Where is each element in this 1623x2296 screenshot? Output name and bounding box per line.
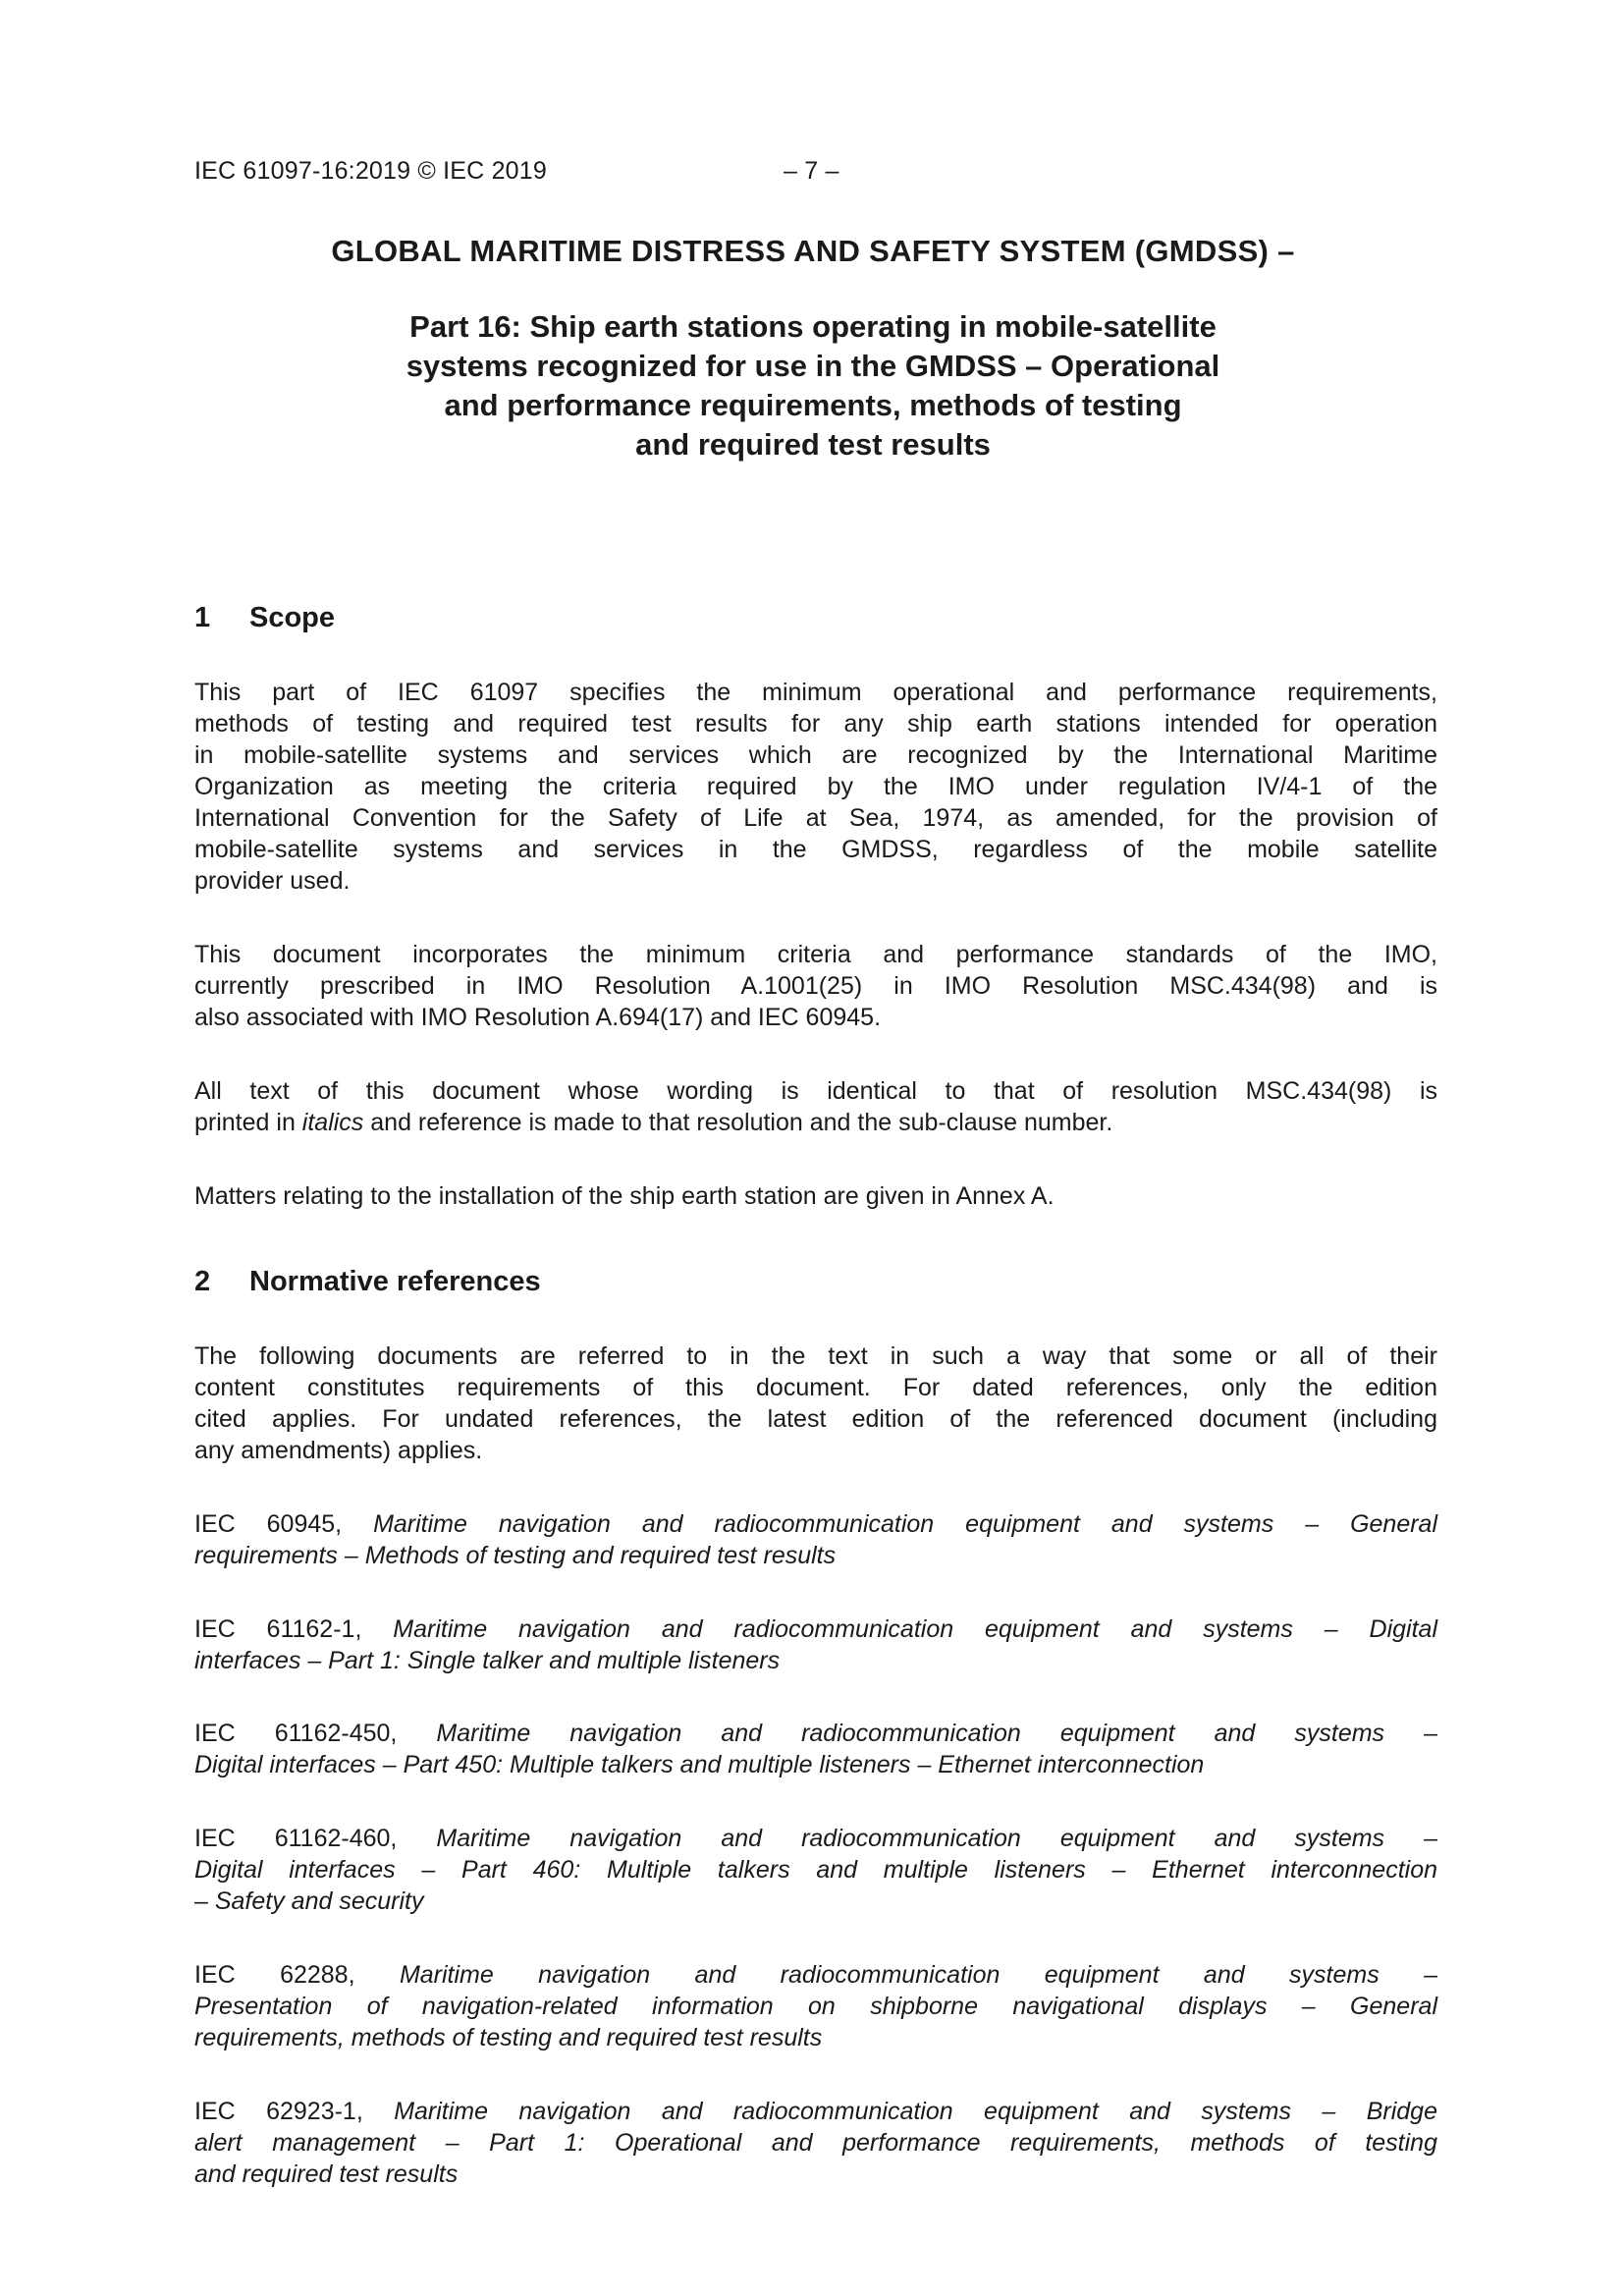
reference-id: IEC 62923-1, bbox=[194, 2098, 395, 2125]
text-line: methods of testing and required test results for any ship earth stations intended for operation bbox=[194, 710, 1437, 738]
text-line: Organization as meeting the criteria required by the IMO under regulation IV/4-1 of the bbox=[194, 773, 1437, 800]
reference-id: IEC 62288, bbox=[194, 1961, 400, 1989]
reference-title: Maritime navigation and radiocommunication equipment and systems – bbox=[436, 1720, 1438, 1747]
section-number: 2 bbox=[194, 1266, 211, 1297]
text-line: currently prescribed in IMO Resolution A.1001(25) in IMO Resolution MSC.434(98) and is bbox=[194, 972, 1437, 1000]
reference-title: Maritime navigation and radiocommunication equipment and systems – General bbox=[373, 1510, 1438, 1538]
text-line bbox=[194, 1959, 1437, 1991]
text-line: International Convention for the Safety of Life at Sea, 1974, as amended, for the provision of bbox=[194, 804, 1437, 832]
text-segment: and reference is made to that resolution and the sub-clause number. bbox=[363, 1109, 1113, 1136]
reference-title: and required test results bbox=[194, 2160, 459, 2188]
reference-title: Maritime navigation and radiocommunication equipment and systems – Bridge bbox=[394, 2098, 1437, 2125]
page-number: – 7 – bbox=[784, 157, 839, 185]
reference-entry bbox=[194, 2096, 1437, 2190]
main-title: GLOBAL MARITIME DISTRESS AND SAFETY SYSTEM (GMDSS) – bbox=[331, 234, 1295, 268]
part-title-line: systems recognized for use in the GMDSS – Operational bbox=[406, 349, 1220, 383]
scope-paragraph-3 bbox=[194, 1075, 1437, 1138]
text-line: any amendments) applies. bbox=[194, 1437, 483, 1464]
reference-id: IEC 61162-450, bbox=[194, 1720, 437, 1747]
reference-entry bbox=[194, 1718, 1437, 1780]
italic-text: italics bbox=[301, 1109, 364, 1136]
reference-entry bbox=[194, 1613, 1437, 1676]
text-segment: printed in bbox=[194, 1109, 302, 1136]
text-line: also associated with IMO Resolution A.694(17) and IEC 60945. bbox=[194, 1004, 882, 1031]
section-heading-normative-references bbox=[194, 1266, 541, 1298]
text-line: mobile-satellite systems and services in the GMDSS, regardless of the mobile satellite bbox=[194, 836, 1437, 863]
text-line bbox=[194, 2096, 1437, 2127]
text-line bbox=[194, 1107, 1437, 1138]
reference-title: requirements, methods of testing and required test results bbox=[194, 2024, 823, 2051]
section-title: Normative references bbox=[249, 1266, 541, 1297]
part-title-line: and performance requirements, methods of testing bbox=[444, 388, 1182, 422]
text-line bbox=[194, 1718, 1437, 1749]
section-heading-scope bbox=[194, 602, 335, 634]
text-line: The following documents are referred to in the text in such a way that some or all of their bbox=[194, 1342, 1437, 1370]
reference-title: Maritime navigation and radiocommunication equipment and systems – Digital bbox=[393, 1615, 1437, 1643]
text-line: This part of IEC 61097 specifies the minimum operational and performance requirements, bbox=[194, 679, 1437, 706]
reference-title: interfaces – Part 1: Single talker and multiple listeners bbox=[194, 1647, 781, 1674]
text-line: in mobile-satellite systems and services which are recognized by the International Maritime bbox=[194, 741, 1437, 769]
text-line bbox=[194, 1508, 1437, 1540]
text-line: This document incorporates the minimum criteria and performance standards of the IMO, bbox=[194, 941, 1437, 968]
reference-title: Digital interfaces – Part 450: Multiple talkers and multiple listeners – Ethernet interconnection bbox=[194, 1751, 1205, 1778]
scope-paragraph-2 bbox=[194, 939, 1437, 1033]
text-line: provider used. bbox=[194, 867, 351, 895]
part-title-line: and required test results bbox=[635, 427, 991, 462]
text-line: cited applies. For undated references, the latest edition of the referenced document (including bbox=[194, 1405, 1437, 1433]
reference-title: alert management – Part 1: Operational and performance requirements, methods of testing bbox=[194, 2129, 1437, 2157]
text-line: Matters relating to the installation of the ship earth station are given in Annex A. bbox=[194, 1182, 1055, 1210]
normative-intro-paragraph bbox=[194, 1340, 1437, 1466]
reference-entry bbox=[194, 1823, 1437, 1917]
reference-id: IEC 61162-460, bbox=[194, 1825, 437, 1852]
reference-entry bbox=[194, 1508, 1437, 1571]
reference-title: Digital interfaces – Part 460: Multiple talkers and multiple listeners – Ethernet interconnection bbox=[194, 1856, 1437, 1884]
reference-title: Presentation of navigation-related information on shipborne navigational displays – General bbox=[194, 1993, 1437, 2020]
text-line bbox=[194, 1613, 1437, 1645]
reference-id: IEC 60945, bbox=[194, 1510, 374, 1538]
text-line: content constitutes requirements of this document. For dated references, only the edition bbox=[194, 1374, 1437, 1401]
scope-paragraph-1 bbox=[194, 677, 1437, 897]
reference-entry bbox=[194, 1959, 1437, 2053]
reference-title: – Safety and security bbox=[194, 1887, 424, 1915]
text-line: All text of this document whose wording is identical to that of resolution MSC.434(98) is bbox=[194, 1077, 1437, 1105]
scope-paragraph-4 bbox=[194, 1180, 1437, 1212]
section-title: Scope bbox=[249, 602, 336, 633]
text-line bbox=[194, 1823, 1437, 1854]
part-title-line: Part 16: Ship earth stations operating in mobile-satellite bbox=[409, 309, 1217, 344]
reference-title: Maritime navigation and radiocommunication equipment and systems – bbox=[436, 1825, 1438, 1852]
section-number: 1 bbox=[194, 602, 211, 633]
reference-id: IEC 61162-1, bbox=[194, 1615, 394, 1643]
reference-title: Maritime navigation and radiocommunication equipment and systems – bbox=[399, 1961, 1437, 1989]
part-title bbox=[194, 307, 1432, 465]
reference-title: requirements – Methods of testing and required test results bbox=[194, 1542, 837, 1569]
document-id: IEC 61097-16:2019 © IEC 2019 bbox=[194, 157, 547, 185]
